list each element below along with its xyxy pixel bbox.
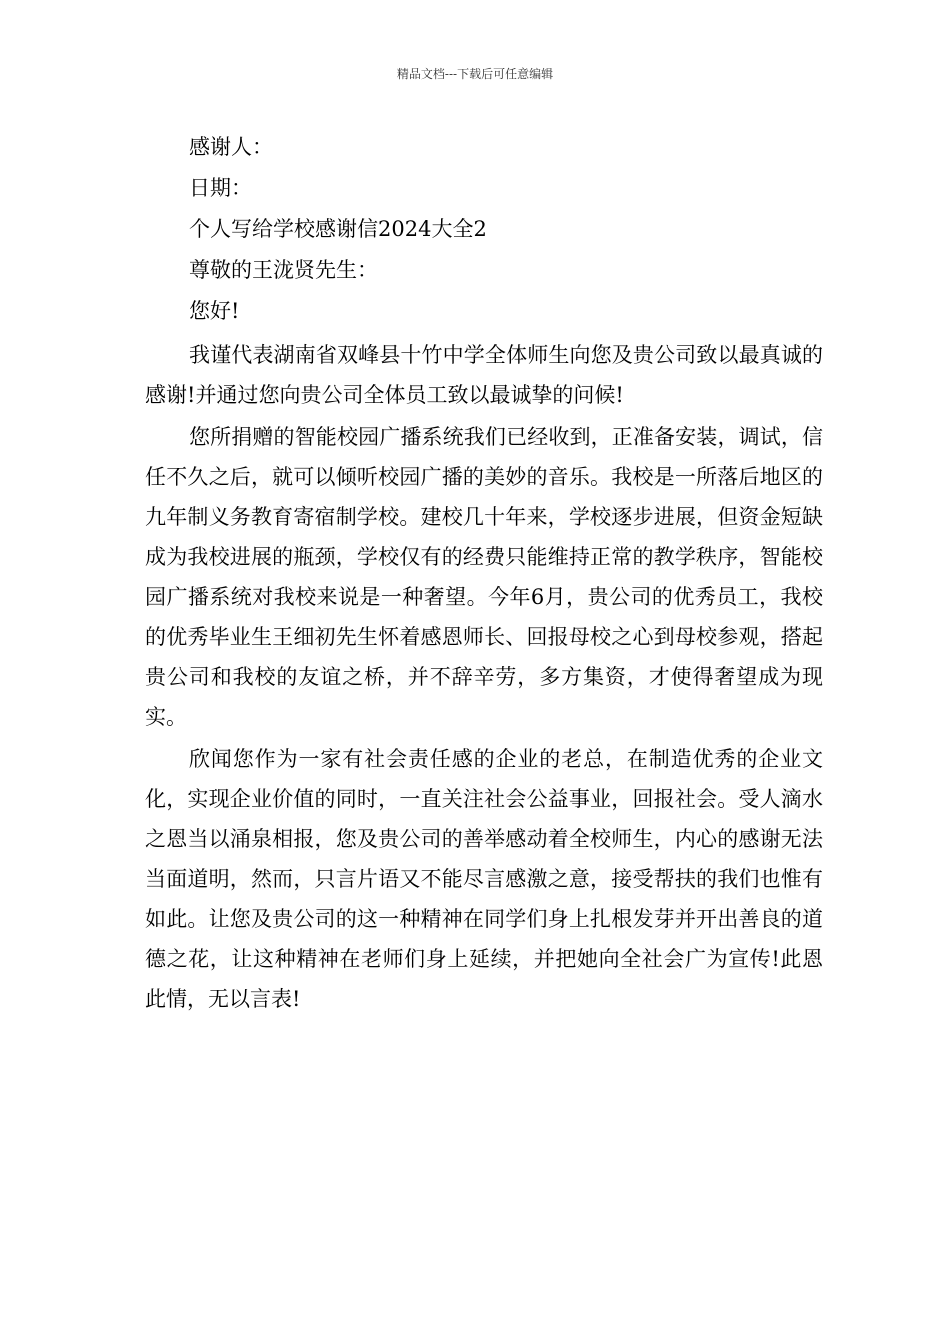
paragraph-3: 欣闻您作为一家有社会责任感的企业的老总，在制造优秀的企业文化，实现企业价值的同时，一直关注社会公益事业，回报社会。受人滴水之恩当以涌泉相报，您及贵公司的善举感动着全校师生，内心的感谢无法当面道明，然而，只言片语又不能尽言感激之意，接受帮扶的我们也惟有如此。让您及贵公司的这一种精神在同学们身上扎根发芽并开出善良的道德之花，让这种精神在老师们身上延续，并把她向全社会广为宣传!此恩此情，无以言表!	[145, 747, 823, 1011]
paragraph-1: 我谨代表湖南省双峰县十竹中学全体师生向您及贵公司致以最真诚的感谢!并通过您向贵公司全体员工致以最诚挚的问候!	[145, 343, 823, 407]
paragraph-2: 您所捐赠的智能校园广播系统我们已经收到，正准备安装，调试，信任不久之后，就可以倾听校园广播的美妙的音乐。我校是一所落后地区的九年制义务教育寄宿制学校。建校几十年来，学校逐步进展，但资金短缺成为我校进展的瓶颈，学校仅有的经费只能维持正常的教学秩序，智能校园广播系统对我校来说是一种奢望。今年6月，贵公司的优秀员工，我校的优秀毕业生王细初先生怀着感恩师长、回报母校之心到母校参观，搭起贵公司和我校的友谊之桥，并不辞辛劳，多方集资，才使得奢望成为现实。	[145, 425, 823, 729]
date-line: 日期：	[189, 176, 252, 200]
thanker-line: 感谢人：	[189, 135, 273, 159]
greeting-line: 您好!	[189, 299, 240, 323]
letter-body	[145, 133, 823, 1019]
salutation-line: 尊敬的王泷贤先生：	[189, 258, 378, 282]
page-header: 精品文档---下载后可任意编辑	[396, 67, 554, 81]
letter-title: 个人写给学校感谢信2024大全2	[189, 217, 487, 241]
